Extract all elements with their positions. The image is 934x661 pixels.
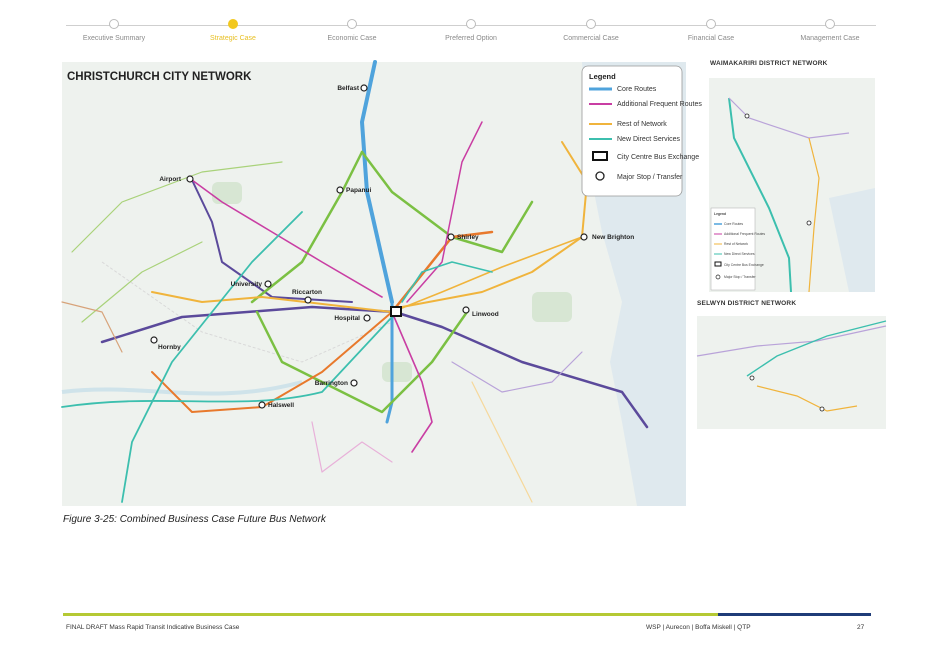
inset-legend-item: Major Stop / Transfer: [724, 275, 756, 279]
legend-label-rest: Rest of Network: [617, 121, 667, 128]
waimakariri-title: WAIMAKARIRI DISTRICT NETWORK: [710, 60, 828, 67]
step-dot: [586, 19, 596, 29]
christchurch-network-map: [62, 62, 702, 506]
stop-airport-icon: [187, 176, 193, 182]
stop-belfast-icon: [361, 85, 367, 91]
place-shirley: Shirley: [457, 234, 479, 241]
stop-hornby-icon: [151, 337, 157, 343]
stop-hospital-icon: [364, 315, 370, 321]
place-halswell: Halswell: [268, 402, 295, 409]
legend-title: Legend: [589, 72, 616, 81]
step-label: Financial Case: [687, 35, 735, 42]
circle-outline-icon: [596, 172, 604, 180]
inset-legend-item: City Centre Bus Exchange: [724, 263, 764, 267]
legend-label-exchange: City Centre Bus Exchange: [617, 154, 700, 161]
place-hospital: Hospital: [334, 315, 360, 322]
stop-shirley-icon: [448, 234, 454, 240]
selwyn-stop-icon: [750, 376, 754, 380]
step-economic-case[interactable]: [292, 19, 412, 42]
place-barrington: Barrington: [314, 380, 348, 387]
step-label: Management Case: [800, 35, 860, 42]
inset-stop-icon: [807, 221, 811, 225]
step-dot: [706, 19, 716, 29]
place-new-brighton: New Brighton: [592, 234, 635, 241]
stop-papanui-icon: [337, 187, 343, 193]
step-label: Strategic Case: [210, 35, 256, 42]
step-financial-case[interactable]: [651, 19, 771, 42]
stop-halswell-icon: [259, 402, 265, 408]
step-label: Preferred Option: [445, 35, 497, 42]
step-dot: [825, 19, 835, 29]
legend-label-stop: Major Stop / Transfer: [617, 174, 683, 181]
place-belfast: Belfast: [337, 85, 359, 92]
footer-document-title: FINAL DRAFT Mass Rapid Transit Indicative Business Case: [66, 624, 240, 631]
city-centre-exchange-icon: [391, 307, 401, 316]
map-title: CHRISTCHURCH CITY NETWORK: [67, 71, 252, 83]
inset-legend-item: Core Routes: [724, 222, 744, 226]
step-management-case[interactable]: [770, 19, 890, 42]
place-riccarton: Riccarton: [292, 289, 322, 296]
waimakariri-map: [709, 78, 875, 292]
stop-linwood-icon: [463, 307, 469, 313]
inset-legend-item: Additional Frequent Routes: [724, 232, 766, 236]
place-linwood: Linwood: [472, 311, 499, 318]
stop-university-icon: [265, 281, 271, 287]
selwyn-land: [697, 316, 886, 429]
step-dot: [347, 19, 357, 29]
progress-stepper: [66, 16, 876, 52]
stop-new-brighton-icon: [581, 234, 587, 240]
place-papanui: Papanui: [346, 187, 372, 194]
selwyn-stop-icon: [820, 407, 824, 411]
legend-label-direct: New Direct Services: [617, 136, 681, 143]
step-dot: [109, 19, 119, 29]
step-label: Economic Case: [327, 35, 377, 42]
step-dot-active: [228, 19, 238, 29]
step-dot: [466, 19, 476, 29]
legend-label-frequent: Additional Frequent Routes: [617, 101, 702, 108]
footer-rule: [63, 613, 871, 616]
stop-riccarton-icon: [305, 297, 311, 303]
legend-label-core: Core Routes: [617, 86, 657, 93]
selwyn-map: [697, 316, 886, 429]
page-number: 27: [857, 624, 865, 631]
figure-caption: Figure 3-25: Combined Business Case Future Bus Network: [63, 514, 326, 525]
square-outline-icon: [593, 152, 607, 160]
step-executive-summary[interactable]: [54, 19, 174, 42]
inset-square-icon: [715, 262, 721, 266]
place-university: University: [230, 281, 262, 288]
step-label: Commercial Case: [563, 35, 619, 42]
inset-stop-icon: [745, 114, 749, 118]
selwyn-title: SELWYN DISTRICT NETWORK: [697, 300, 797, 307]
inset-circle-icon: [716, 275, 720, 279]
place-hornby: Hornby: [158, 344, 181, 351]
step-commercial-case[interactable]: [531, 19, 651, 42]
step-strategic-case[interactable]: [173, 19, 293, 42]
inset-legend-title: Legend: [714, 212, 727, 216]
footer-consultants: WSP | Aurecon | Boffa Miskell | QTP: [646, 624, 751, 631]
place-airport: Airport: [159, 176, 181, 183]
inset-legend-item: New Direct Services: [724, 252, 755, 256]
step-preferred-option[interactable]: [411, 19, 531, 42]
step-label: Executive Summary: [82, 35, 146, 42]
stop-barrington-icon: [351, 380, 357, 386]
inset-legend-item: Rest of Network: [724, 242, 749, 246]
